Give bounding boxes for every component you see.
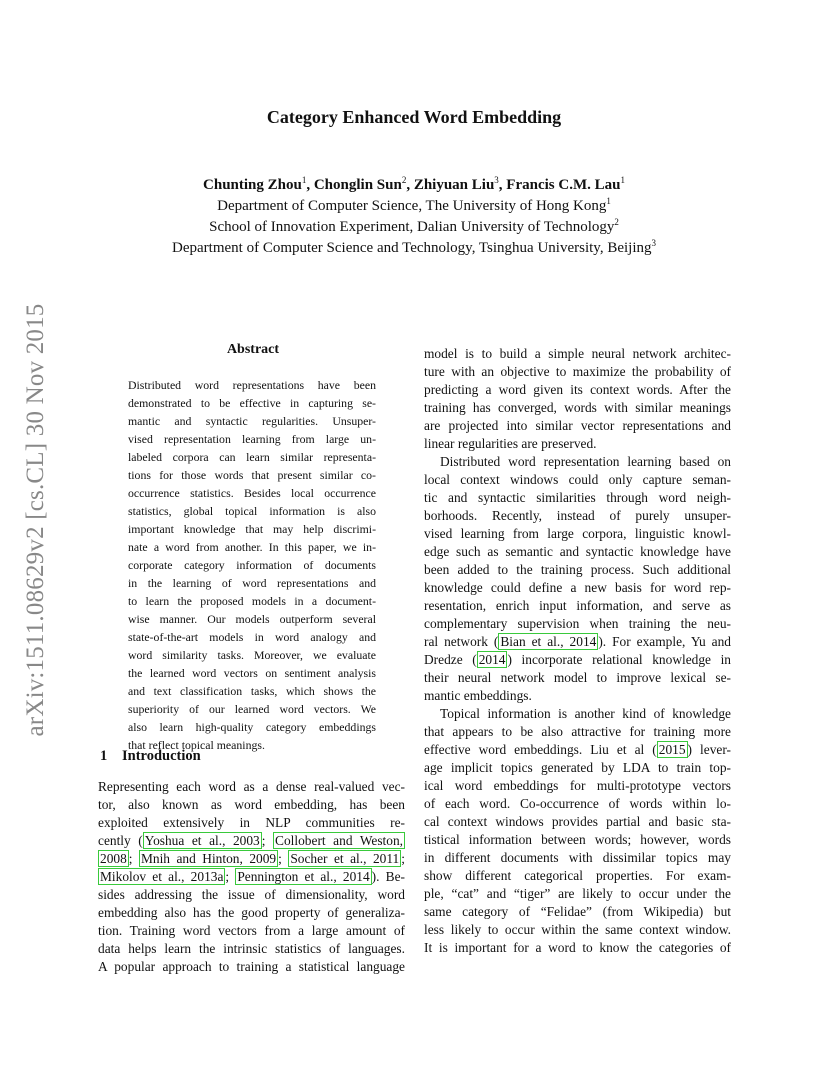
arxiv-identifier-text: arXiv:1511.08629v2 [cs.CL] 30 Nov 2015 [22,303,49,737]
text-run: Dredze ( [424,652,477,667]
author-name: Francis C.M. Lau [506,177,621,193]
body-line: tor, also known as word embedding, has been [98,797,405,812]
abstract-line: word similarity tasks. Moreover, we evaluate [128,648,376,662]
body-line: embedding also has the good property of generaliza- [98,905,405,920]
abstract-line: in the learning of word representations and [128,576,376,590]
body-line [98,868,405,886]
affiliation-line [0,217,828,238]
body-line: Topical information is another kind of knowledge [440,706,731,721]
body-line [98,850,405,868]
abstract-line: nate a word from another. In this paper, we in- [128,540,376,554]
citation-link[interactable]: Pennington et al., 2014 [237,869,370,884]
body-line [424,741,731,759]
body-line: edge such as semantic and syntactic knowledge have [424,544,731,559]
text-run: ; [278,851,289,866]
citation-link[interactable]: Mikolov et al., 2013a [100,869,224,884]
citation-link[interactable]: Socher et al., 2011 [290,851,400,866]
abstract-line: to learn the proposed models in a document- [128,594,376,608]
body-line: A popular approach to training a statistical language [98,959,405,974]
body-line: knowledge could define a new basis for word rep- [424,580,731,595]
body-line: mantic embeddings. [424,688,532,703]
body-line: linear regularities are preserved. [424,436,597,451]
citation-link[interactable]: Collobert and Weston, [275,833,403,848]
text-run: ). Be- [371,869,405,884]
text-run: ; [128,851,139,866]
abstract-line: wise manner. Our models outperform several [128,612,376,626]
body-line: age implicit topics generated by LDA to train top- [424,760,731,775]
text-run: effective word embeddings. Liu et al ( [424,742,657,757]
body-line: cal context windows provides partial and basic sta- [424,814,731,829]
affiliation-text: School of Innovation Experiment, Dalian University of Technology [209,219,615,235]
body-line [424,651,731,669]
body-line: complementary supervision when training the neu- [424,616,731,631]
abstract-line: Distributed word representations have been [128,378,376,392]
text-run: ral network ( [424,634,499,649]
affiliation-mark: 2 [614,217,619,227]
citation-link[interactable]: Bian et al., 2014 [500,634,597,649]
author-name: Chonglin Sun [313,177,402,193]
abstract-line: vised representation learning from large un- [128,432,376,446]
abstract-line: statistics, global topical information is also [128,504,376,518]
abstract-line: also learn high-quality category embeddings [128,720,376,734]
body-line: It is important for a word to know the categories of [424,940,731,955]
abstract-line: and text classification tasks, which shows the [128,684,376,698]
body-line: ical word embeddings for multi-prototype vectors [424,778,731,793]
body-line: local context windows could only capture seman- [424,472,731,487]
citation-link[interactable]: Yoshua et al., 2003 [144,833,260,848]
abstract-line: superiority of our learned word vectors. We [128,702,376,716]
abstract-line: labeled corpora can learn similar representa- [128,450,376,464]
citation-link[interactable]: 2008 [100,851,127,866]
text-run: cently ( [98,833,143,848]
body-line [98,832,405,850]
body-line: predicting a word given its context words. After the [424,382,731,397]
body-line: tic and syntactic similarities through word neigh- [424,490,731,505]
text-run: ; [261,833,274,848]
abstract-line: tions for those words that present similar co- [128,468,376,482]
body-line: Representing each word as a dense real-valued vec- [98,779,405,794]
text-run: ) lever- [687,742,731,757]
abstract-line: occurrence statistics. Besides local occurrence [128,486,376,500]
affiliation-text: Department of Computer Science, The University of Hong Kong [217,198,607,214]
body-line: less likely to occur within the same context window. [424,922,731,937]
body-line: ple, “cat” and “tiger” are likely to occur under the [424,886,731,901]
body-line: resentation, enrich input information, and serve as [424,598,731,613]
author-affiliation-mark: 1 [301,175,307,185]
author-affiliation-mark: 1 [620,175,625,185]
paper-title: Category Enhanced Word Embedding [266,107,562,127]
abstract-line: important knowledge that may help discrimi- [128,522,376,536]
body-line: been added to the training process. Such additional [424,562,731,577]
section-number: 1 [100,748,108,764]
body-line: are projected into similar vector representations and [424,418,731,433]
author-affiliation-mark: 3 [494,175,499,185]
body-line: in different documents with dissimilar topics may [424,850,731,865]
body-line: model is to build a simple neural network architec- [424,346,731,361]
affiliation-mark: 1 [606,196,611,206]
body-line: their neural network model to improve lexical se- [424,670,731,685]
text-run: ; [225,869,236,884]
text-run: ; [401,851,405,866]
abstract-heading: Abstract [226,342,280,357]
body-line: ture with an objective to maximize the probability of [424,364,731,379]
affiliation-mark: 3 [651,238,656,248]
body-line: borhoods. Recently, instead of purely unsuper- [424,508,731,523]
abstract-line: state-of-the-art models in word analogy and [128,630,376,644]
body-line: that appears to be also attractive for training more [424,724,731,739]
abstract-line: mantic and syntactic regularities. Unsuper- [128,414,376,428]
abstract-line: corporate category information of documents [128,558,376,572]
body-line: tistical information between words; however, words [424,832,731,847]
body-line: of each word. Co-occurrence of words within lo- [424,796,731,811]
citation-link[interactable]: 2015 [658,742,686,757]
section-title: Introduction [122,748,201,764]
body-line: same category of “Felidae” (from Wikipedia) but [424,904,731,919]
affiliation-line [0,196,828,217]
body-line: exploited extensively in NLP communities re- [98,815,405,830]
text-run: ). For example, Yu and [598,634,731,649]
body-line: training has converged, words with similar meanings [424,400,731,415]
author-affiliation-mark: 2 [401,175,407,185]
body-line: data helps learn the intrinsic statistics of languages. [98,941,405,956]
body-line: sides addressing the issue of dimensionality, word [98,887,405,902]
citation-link[interactable]: 2014 [478,652,506,667]
author-list: Chunting Zhou$^1$, Chonglin Sun$^2$, Zhiyuan Liu$^3$, Francis C.M. Lau$^1$ [203,175,625,193]
text-run: ) incorporate relational knowledge in [507,652,731,667]
abstract-line: the learned word vectors on sentiment analysis [128,666,376,680]
abstract-line: demonstrated to be effective in capturing se- [128,396,376,410]
affiliation-text: Department of Computer Science and Technology, Tsinghua University, Beijing [172,240,652,256]
body-line: vised learning from large corpora, linguistic knowl- [424,526,731,541]
body-line: Distributed word representation learning based on [440,454,731,469]
author-name: Zhiyuan Liu [413,177,495,193]
author-name: Chunting Zhou [203,177,302,193]
affiliation-line [0,238,828,259]
body-line: tion. Training word vectors from a large amount of [98,923,405,938]
section-heading-introduction [100,746,201,766]
abstract-line: that reflect topical meanings. [128,738,265,752]
body-line [424,633,731,651]
body-line: show different categorical properties. For exam- [424,868,731,883]
citation-link[interactable]: Mnih and Hinton, 2009 [140,851,277,866]
